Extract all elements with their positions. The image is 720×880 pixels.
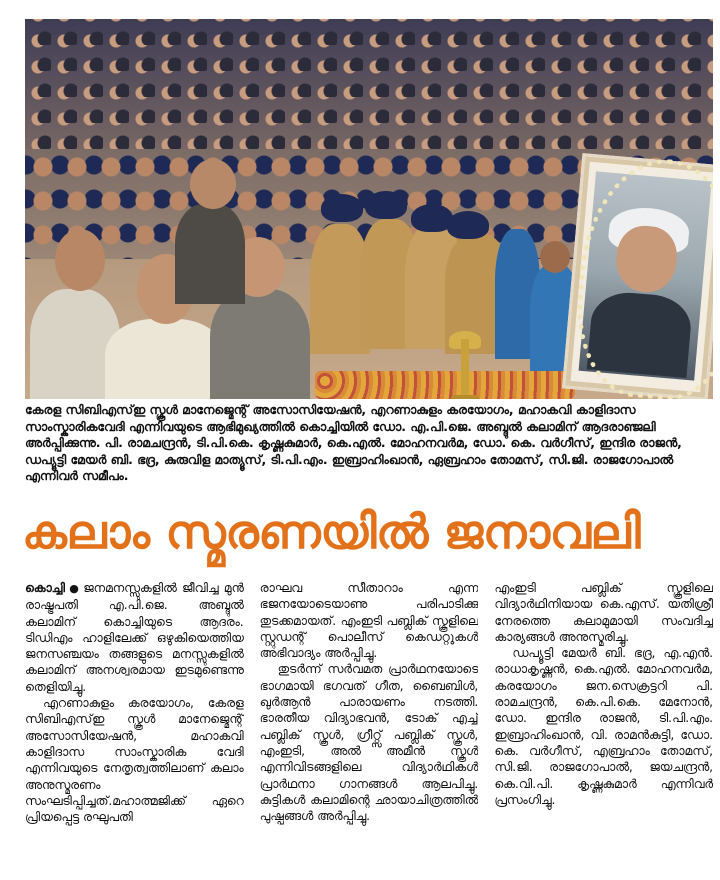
headline: കലാം സ്മരണയിൽ ജനാവലി bbox=[22, 505, 641, 560]
paragraph: തുടർന്ന് സർവമത പ്രാർഥനയോടെ ഭാഗമായി ഭഗവത് ഗീത, ബൈബിൾ, ഖുർആൻ പാരായണം നടത്തി. ഭാരതീയ വിദ്യാഭവൻ, ടോക് എച്ച് പബ്ലിക് സ്കൂൾ, ഗ്രീറ്റ്സ് പബ്ലിക് സ്കൂൾ, എംഇടി, അൽ അമീൻ സ്കൂൾ എന്നിവിടങ്ങളിലെ വിദ്യാർഥികൾ പ്രാർഥനാ ഗാനങ്ങൾ ആലപിച്ചു. കുട്ടികൾ കലാമിന്റെ ഛായാചിത്രത്തിൽ പുഷ്പങ്ങൾ അർപ്പിച്ചു. bbox=[259, 662, 479, 824]
news-photo bbox=[25, 19, 713, 399]
paragraph: ഡപ്യൂട്ടി മേയർ ബി. ഭദ്ര, എ.എൻ. രാധാകൃഷ്ണൻ, കെ.എൽ. മോഹനവർമ, കരയോഗം ജന.സെക്രട്ടറി പി. രാമചന്ദ്രൻ, കെ.പി.കെ. മേനോൻ, ഡോ. ഇന്ദിര രാജൻ, ടി.പി.എം. ഇബ്രാഹിംഖാൻ, വി. രാമൻകുട്ടി, ഡോ. കെ. വർഗീസ്, എബ്രഹാം തോമസ്, സി.ജി. രാജഗോപാൽ, ജയചന്ദ്രൻ, കെ.വി.പി. കൃഷ്ണകുമാർ എന്നിവർ പ്രസംഗിച്ചു. bbox=[494, 646, 714, 807]
paragraph-text: ജനമനസ്സുകളിൽ ജീവിച്ച മുൻ രാഷ്ട്രപതി എ.പി.ജെ. അബ്ദുൽ കലാമിന് കൊച്ചിയുടെ ആദരം. ടിഡിഎം ഹാളിലേക്ക് ഒഴുകിയെത്തിയ ജനസഞ്ചയം തങ്ങളുടെ മനസ്സുകളിൽ കലാമിന് അനശ്വരമായ ഇടമുണ്ടെന്നു തെളിയിച്ചു. bbox=[25, 581, 244, 694]
dignitary-1-head bbox=[55, 229, 105, 291]
dignitary-4-head bbox=[190, 159, 236, 209]
dateline: കൊച്ചി bbox=[25, 581, 65, 595]
student-blue-2-head bbox=[540, 241, 570, 273]
cadet-1-beret bbox=[321, 194, 363, 222]
article-column-3 bbox=[494, 580, 713, 870]
bullet-icon: ● bbox=[67, 582, 81, 595]
cadet-4-beret bbox=[447, 211, 489, 239]
article-column-1 bbox=[25, 580, 244, 870]
flower-offerings bbox=[315, 371, 575, 399]
paragraph: രാഘവ സീതാറാം എന്ന ഭജനയോടെയാണു പരിപാടിക്കു തുടക്കമായത്. എംഇടി പബ്ലിക് സ്കൂളിലെ സ്റ്റുഡന്റ് പൊലീസ് കെഡറ്റുകൾ അഭിവാദ്യം അർപ്പിച്ചു. bbox=[259, 581, 479, 661]
oil-lamp-base bbox=[451, 395, 479, 399]
portrait-face bbox=[614, 224, 680, 295]
oil-lamp-stem bbox=[461, 339, 469, 399]
dignitary-3 bbox=[210, 289, 310, 399]
kalam-portrait bbox=[579, 171, 712, 380]
article-column-2 bbox=[260, 580, 479, 870]
paragraph bbox=[25, 580, 244, 695]
portrait-suit bbox=[587, 290, 694, 378]
paragraph: എറണാകുളം കരയോഗം, കേരള സിബിഎസ്ഇ സ്കൂൾ മാനേജ്മെന്റ് അസോസിയേഷൻ, മഹാകവി കാളിദാസ സാംസ്കാരിക വേദി എന്നിവയുടെ നേതൃത്വത്തിലാണ് കലാം അനുസ്മരണം സംഘടിപ്പിച്ചത്.മഹാത്മജിക്ക് ഏറെ പ്രിയപ്പെട്ട രഘുപതി bbox=[25, 696, 244, 825]
audience-crowd bbox=[25, 19, 713, 159]
paragraph: എംഇടി പബ്ലിക് സ്കൂളിലെ വിദ്യാർഥിനിയായ കെ.എസ്. യതിശ്രീ നേരത്തെ കലാമുമായി സംവദിച്ച കാര്യങ്ങൾ അനുസ്മരിച്ചു. bbox=[494, 581, 714, 644]
dignitary-2 bbox=[105, 319, 225, 399]
photo-caption: കേരള സിബിഎസ്ഇ സ്കൂൾ മാനേജ്മെന്റ് അസോസിയേഷൻ, എറണാകുളം കരയോഗം, മഹാകവി കാളിദാസ സാംസ്കാരികവേദി എന്നിവയുടെ ആഭിമുഖ്യത്തിൽ കൊച്ചിയിൽ ഡോ. എ.പി.ജെ. അബ്ദുൽ കലാമിന് ആദരാഞ്ജലി അർപ്പിക്കുന്നു. പി. രാമചന്ദ്രൻ, ടി.പി.കെ. കൃഷ്ണകുമാർ, കെ.എൽ. മോഹനവർമ, ഡോ. കെ. വർഗീസ്, ഇന്ദിര രാജൻ, ഡപ്യൂട്ടി മേയർ ബി. ഭദ്ര, കുരുവിള മാത്യൂസ്, ടി.പി.എം. ഇബ്രാഹിംഖാൻ, ഏബ്രഹാം തോമസ്, സി.ജി. രാജഗോപാൽ എന്നിവർ സമീപം. bbox=[25, 402, 682, 483]
cadet-2-beret bbox=[365, 191, 407, 219]
kalam-portrait-frame bbox=[562, 153, 713, 399]
dignitary-4 bbox=[175, 204, 245, 304]
article-body bbox=[25, 580, 713, 870]
